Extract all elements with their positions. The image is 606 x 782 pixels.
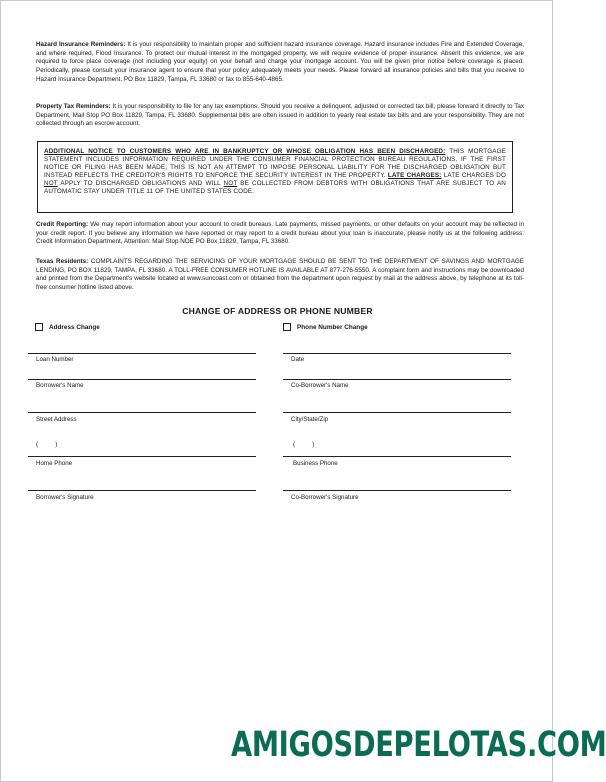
texas-residents-heading: Texas Residents: xyxy=(36,258,89,265)
loan-number-field[interactable] xyxy=(28,353,256,354)
texas-residents-text: COMPLAINTS REGARDING THE SERVICING OF YOUR MORTGAGE SHOULD BE SENT TO THE DEPARTMENT OF SAVINGS AND MORTGAGE LENDING, PO BOX 11829, TAMPA, FL 33680. A TOLL-FREE CONSUMER HOTLINE IS AVAILABLE AT 877-276-5550. A complaint form and instructions may be downloaded and printed from the Department's website located at www.suncoast.com or obtained from the department upon request by mail at the address above, by telephone at its toll-free consumer hotline listed above. xyxy=(36,258,524,292)
date-field[interactable] xyxy=(283,353,511,354)
site-watermark: AMIGOSDEPELOTAS.COM xyxy=(231,725,606,765)
business-phone-area-code: ( ) xyxy=(293,441,315,448)
credit-reporting-paragraph xyxy=(36,221,524,247)
address-change-option[interactable] xyxy=(35,323,100,331)
home-phone-label: Home Phone xyxy=(36,460,73,467)
home-phone-area-code: ( ) xyxy=(36,441,58,448)
borrower-name-field[interactable] xyxy=(28,379,256,380)
change-of-address-title: CHANGE OF ADDRESS OR PHONE NUMBER xyxy=(182,306,373,316)
notice-not-emphasis: NOT xyxy=(223,180,238,188)
date-label: Date xyxy=(291,356,305,363)
phone-change-option[interactable] xyxy=(283,323,368,331)
credit-reporting-heading: Credit Reporting: xyxy=(36,221,89,228)
hazard-insurance-text: It is your responsibility to maintain proper and sufficient hazard insurance coverage. Hazard insurance includes Fire and Extended Coverage, and where required, Flood Insurance. To protect our mutual interest in the mortgaged property, we will require evidence of proper insurance. Absent this evidence, we are required to force place coverage (not including your equity) on your behalf and charge your mortgage account. You will be given prior notice before coverage is placed. Periodically, please consult your insurance agent to ensure that your policy adequately meets your needs. Please forward all insurance policies and bills that you receive to Hazard Insurance Department, PO Box 11829, Tampa, FL 33680 or fax to 855-640-4865. xyxy=(36,41,524,83)
business-phone-label: Business Phone xyxy=(293,460,338,467)
address-change-checkbox[interactable] xyxy=(35,323,43,331)
notice-text-part: BE COLLECTED FROM DEBTORS WITH OBLIGATIONS THAT ARE SUBJECT TO AN AUTOMATIC STAY UNDER TITLE 11 OF THE UNITED STATES CODE. xyxy=(44,180,506,196)
borrower-name-label: Borrower's Name xyxy=(36,382,84,389)
phone-change-checkbox[interactable] xyxy=(283,323,291,331)
street-address-label: Street Address xyxy=(36,416,77,423)
notice-text-part: APPLY TO DISCHARGED OBLIGATIONS AND WILL xyxy=(57,180,224,188)
late-charges-heading: LATE CHARGES: xyxy=(387,172,442,180)
property-tax-paragraph xyxy=(36,103,524,129)
property-tax-heading: Property Tax Reminders: xyxy=(36,103,111,110)
credit-reporting-text: We may report information about your account to credit bureaus. Late payments, missed payments, or other defaults on your account may be reflected in your credit report. If you believe any information we have reported or may report to a credit bureau about your loan is inaccurate, please notify us at the following address: Credit Information Department, Attention: Mail Stop NOE PO Box 11829, Tampa, FL 33680. xyxy=(36,221,524,246)
notice-text-part: THIS MORTGAGE STATEMENT INCLUDES INFORMATION REQUIRED UNDER THE CONSUMER FINANCIAL PROTECTION BUREAU REGULATIONS. IF THE FIRST NOTICE OR FILING HAS BEEN MADE, THIS IS NOT AN ATTEMPT TO IMPOSE PERSONAL LIABILITY FOR THE DISCHARGED OBLIGATION BUT INSTEAD REFLECTS THE CREDITOR'S RIGHTS TO ENFORCE THE SECURITY INTEREST IN THE PROPERTY. xyxy=(44,148,506,180)
notice-not-emphasis: NOT xyxy=(44,180,58,188)
coborrower-signature-label: Co-Borrower's Signature xyxy=(291,494,359,501)
coborrower-name-label: Co-Borrower's Name xyxy=(291,382,349,389)
coborrower-signature-field[interactable] xyxy=(283,490,511,491)
borrower-signature-field[interactable] xyxy=(28,490,256,491)
coborrower-name-field[interactable] xyxy=(283,379,511,380)
phone-change-label: Phone Number Change xyxy=(297,323,368,331)
home-phone-field[interactable] xyxy=(28,456,256,457)
address-change-label: Address Change xyxy=(49,323,100,331)
bankruptcy-notice-box xyxy=(37,141,513,213)
hazard-insurance-paragraph xyxy=(36,41,524,85)
property-tax-text: It is your responsibility to file for any tax exemptions. Should you receive a delinquent, adjusted or corrected tax bill, please forward it directly to Tax Department, Mail Stop PO Box 11829, Tampa, FL 33680. Supplemental bills are often issued in addition to yearly real estate tax bills and are your responsibility. They are not collected through an escrow account. xyxy=(36,103,524,128)
notice-text-part: LATE CHARGES DO xyxy=(441,172,506,180)
city-state-zip-label: City/State/Zip xyxy=(291,416,329,423)
borrower-signature-label: Borrower's Signature xyxy=(36,494,94,501)
street-address-field[interactable] xyxy=(28,412,256,413)
business-phone-field[interactable] xyxy=(283,456,511,457)
loan-number-label: Loan Number xyxy=(36,356,74,363)
bankruptcy-notice-text xyxy=(44,148,506,197)
hazard-insurance-heading: Hazard Insurance Reminders: xyxy=(36,41,126,48)
bankruptcy-notice-heading: ADDITIONAL NOTICE TO CUSTOMERS WHO ARE IN BANKRUPTCY OR WHOSE OBLIGATION HAS BEEN DISCHARGED: xyxy=(44,148,446,155)
texas-residents-paragraph xyxy=(36,258,524,293)
city-state-zip-field[interactable] xyxy=(283,412,511,413)
